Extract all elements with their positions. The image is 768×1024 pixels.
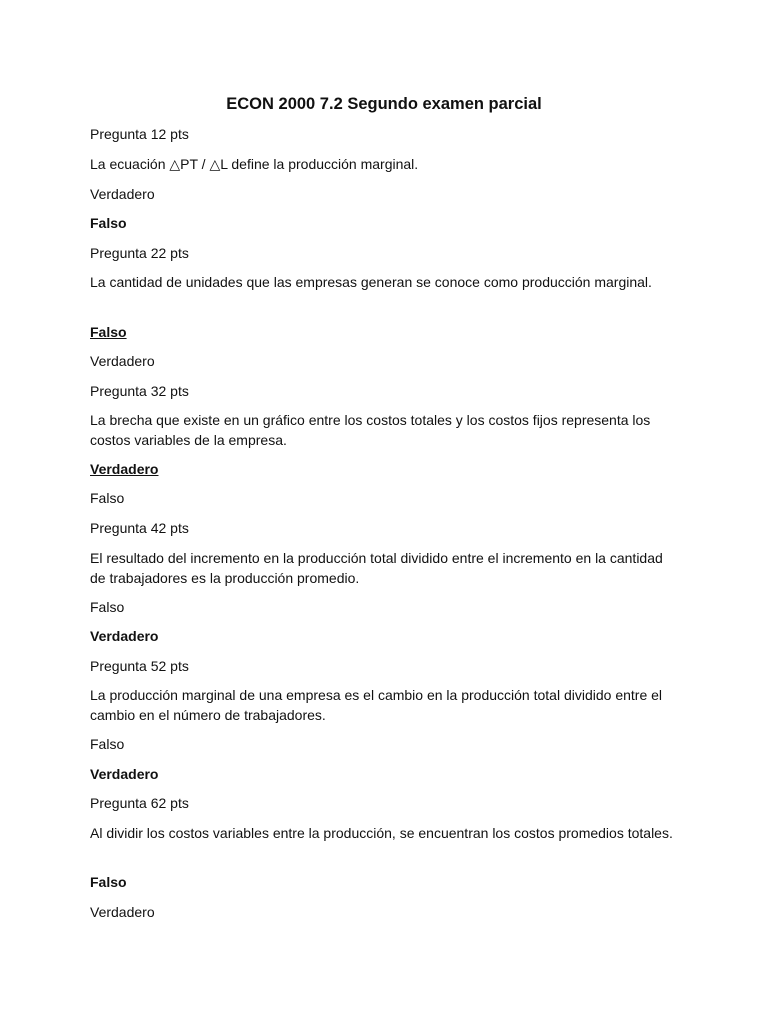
question-5-prompt: La producción marginal de una empresa es el cambio en la producción total dividido entre el cambio en el número de trabajadores. [90, 687, 663, 723]
question-2-prompt: La cantidad de unidades que las empresas generan se conoce como producción marginal. [90, 274, 652, 290]
question-2-option-2: Verdadero [90, 353, 155, 369]
question-4-option-1: Falso [90, 599, 125, 615]
question-6-header: Pregunta 62 pts [90, 795, 189, 811]
question-1-header: Pregunta 12 pts [90, 126, 189, 142]
question-6-option-2: Verdadero [90, 904, 155, 920]
question-4-prompt: El resultado del incremento en la producción total dividido entre el incremento en la cantidad de trabajadores es la producción promedio. [90, 550, 663, 586]
page-title: ECON 2000 7.2 Segundo examen parcial [226, 95, 542, 113]
question-1-option-2-selected: Falso [90, 215, 127, 231]
question-1-prompt: La ecuación △PT / △L define la producción marginal. [90, 156, 419, 172]
question-6-prompt: Al dividir los costos variables entre la producción, se encuentran los costos promedios totales. [90, 825, 673, 841]
question-3-prompt: La brecha que existe en un gráfico entre los costos totales y los costos fijos representa los costos variables de la empresa. [90, 412, 651, 448]
question-6-option-1-selected: Falso [90, 874, 127, 890]
question-2-header: Pregunta 22 pts [90, 245, 189, 261]
question-1-option-1: Verdadero [90, 186, 155, 202]
question-3-option-2: Falso [90, 490, 125, 506]
question-4-option-2-selected: Verdadero [90, 628, 159, 644]
question-3-header: Pregunta 32 pts [90, 383, 189, 399]
question-4-header: Pregunta 42 pts [90, 520, 189, 536]
question-5-header: Pregunta 52 pts [90, 658, 189, 674]
question-3-option-1-selected: Verdadero [90, 461, 159, 477]
question-2-option-1-selected: Falso [90, 324, 127, 340]
question-5-option-2-selected: Verdadero [90, 766, 159, 782]
question-5-option-1: Falso [90, 736, 125, 752]
